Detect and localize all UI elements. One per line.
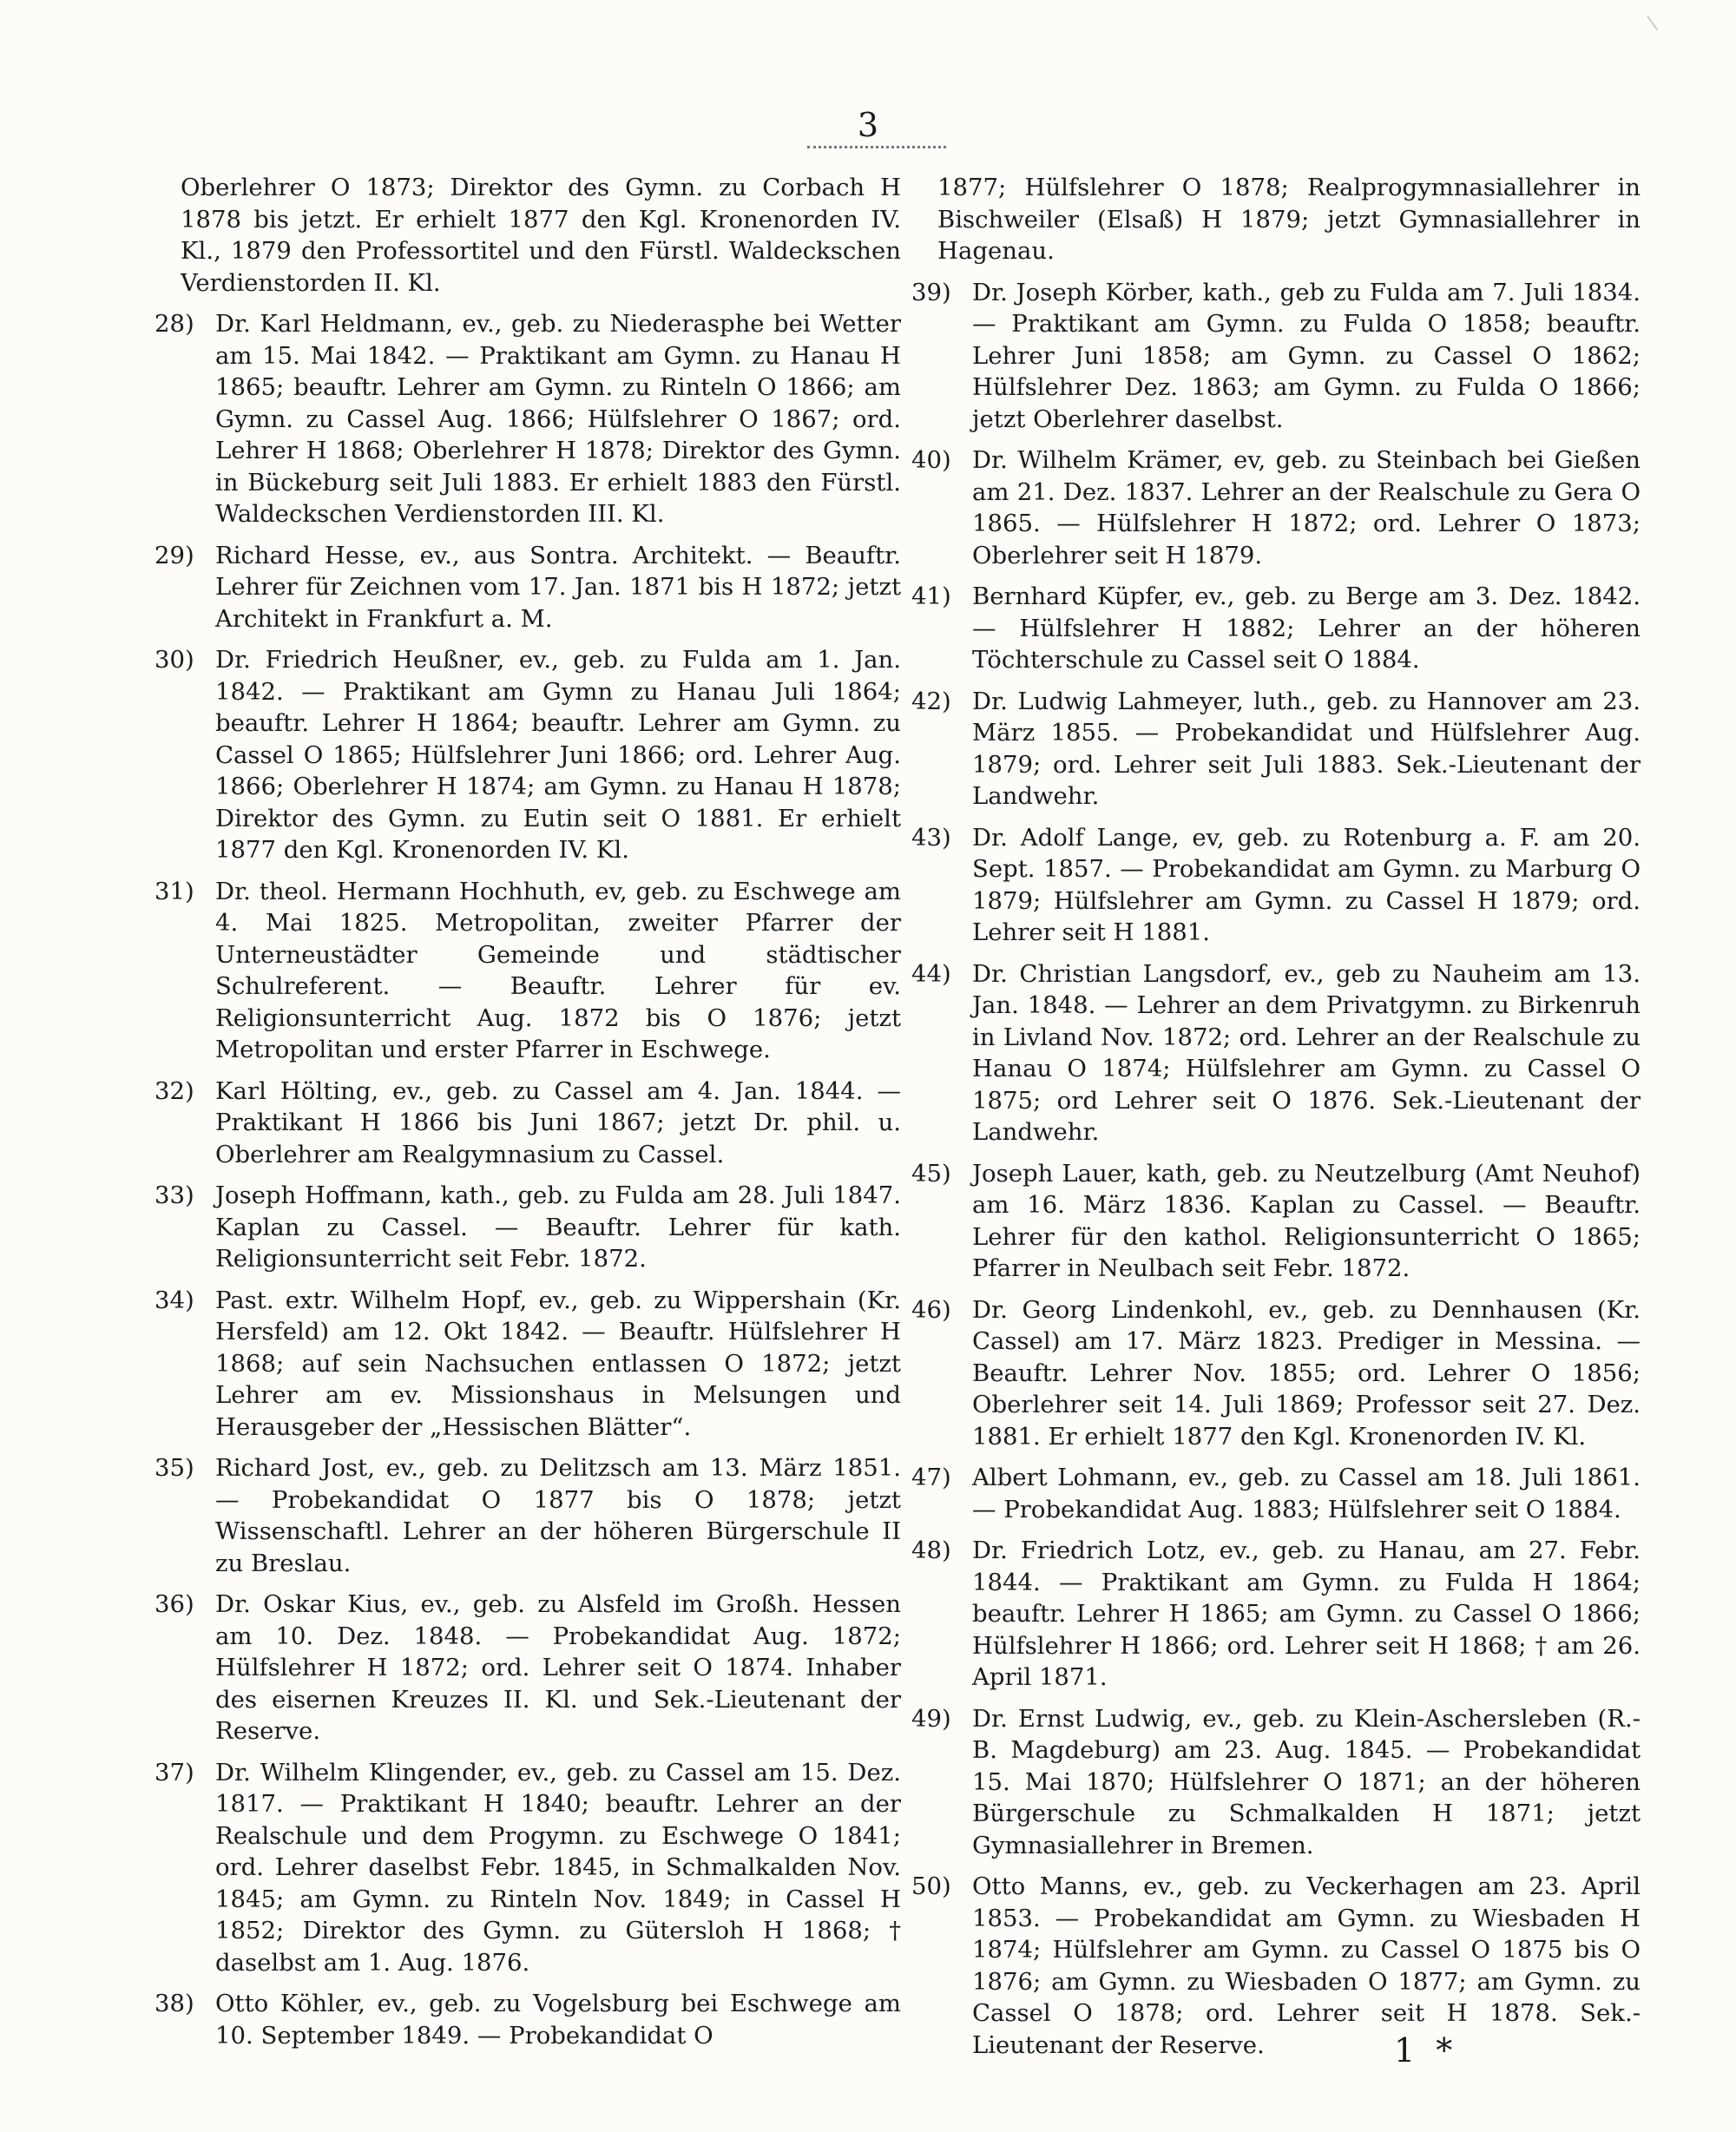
biography-entry xyxy=(911,822,1641,949)
entry-text: Richard Jost, ev., geb. zu Delitzsch am 13. März 1851. — Probekandidat O 1877 bis O 1878; jetzt Wissenschaftl. Lehrer an der höheren Bürgerschule II zu Breslau. xyxy=(215,1454,901,1577)
entry-number: 40) xyxy=(911,446,951,474)
entry-number: 34) xyxy=(155,1286,194,1314)
biography-entry xyxy=(911,1871,1641,2061)
biography-entry xyxy=(155,172,901,299)
entry-number: 39) xyxy=(911,278,951,306)
biography-entry xyxy=(911,277,1641,436)
biography-entry xyxy=(911,1462,1641,1525)
page-number-ornament xyxy=(807,146,946,155)
biography-entry xyxy=(155,1452,901,1579)
biography-entry xyxy=(155,1180,901,1275)
entry-number: 29) xyxy=(155,541,194,569)
entry-text: Joseph Hoffmann, kath., geb. zu Fulda am 28. Juli 1847. Kaplan zu Cassel. — Beauftr. Lehrer für kath. Religionsunterricht seit Febr. 1872. xyxy=(215,1181,901,1273)
entry-number: 43) xyxy=(911,823,951,852)
entry-text: Dr. Wilhelm Krämer, ev, geb. zu Steinbach bei Gießen am 21. Dez. 1837. Lehrer an der Realschule zu Gera O 1865. — Hülfslehrer H 1872; ord. Lehrer O 1873; Oberlehrer seit H 1879. xyxy=(972,446,1641,569)
biography-entry xyxy=(911,1535,1641,1694)
entry-number: 49) xyxy=(911,1704,951,1733)
entry-number: 31) xyxy=(155,877,194,905)
entry-text: Otto Manns, ev., geb. zu Veckerhagen am 23. April 1853. — Probekandidat am Gymn. zu Wiesbaden H 1874; Hülfslehrer am Gymn. zu Cassel O 1875 bis O 1876; am Gymn. zu Wiesbaden O 1877; am Gymn. zu Cassel O 1878; ord. Lehrer seit H 1878. Sek.-Lieutenant der Reserve. xyxy=(972,1872,1641,2059)
entry-number: 44) xyxy=(911,959,951,988)
entry-text: Dr. Friedrich Heußner, ev., geb. zu Fulda am 1. Jan. 1842. — Praktikant am Gymn zu Hanau Juli 1864; beauftr. Lehrer H 1864; beauftr. Lehrer am Gymn. zu Cassel O 1865; Hülfslehrer Juni 1866; ord. Lehrer Aug. 1866; Oberlehrer H 1874; am Gymn. zu Hanau H 1878; Direktor des Gymn. zu Eutin seit O 1881. Er erhielt 1877 den Kgl. Kronenorden IV. Kl. xyxy=(215,646,901,864)
page-number: 3 xyxy=(857,106,879,144)
biography-entry xyxy=(155,644,901,866)
biography-entry xyxy=(911,172,1641,267)
entry-number: 36) xyxy=(155,1590,194,1618)
entry-text: Oberlehrer O 1873; Direktor des Gymn. zu Corbach H 1878 bis jetzt. Er erhielt 1877 den Kgl. Kronenorden IV. Kl., 1879 den Professortitel und den Fürstl. Waldeckschen Verdienstorden II. Kl. xyxy=(181,174,901,297)
entry-text: Past. extr. Wilhelm Hopf, ev., geb. zu Wippershain (Kr. Hersfeld) am 12. Okt 1842. — Beauftr. Hülfslehrer H 1868; auf sein Nachsuchen entlassen O 1872; jetzt Lehrer am ev. Missionshaus in Melsungen und Herausgeber der „Hessischen Blätter“. xyxy=(215,1286,901,1441)
biography-entry xyxy=(911,958,1641,1148)
biography-entry xyxy=(911,1294,1641,1453)
biography-entry xyxy=(911,444,1641,571)
entry-text: Dr. Friedrich Lotz, ev., geb. zu Hanau, am 27. Febr. 1844. — Praktikant am Gymn. zu Fulda H 1864; beauftr. Lehrer H 1865; am Gymn. zu Cassel O 1866; Hülfslehrer H 1866; ord. Lehrer seit H 1868; † am 26. April 1871. xyxy=(972,1536,1641,1691)
entry-number: 28) xyxy=(155,310,194,338)
entry-text: Dr. Joseph Körber, kath., geb zu Fulda am 7. Juli 1834. — Praktikant am Gymn. zu Fulda O 1858; beauftr. Lehrer Juni 1858; am Gymn. zu Cassel O 1862; Hülfslehrer Dez. 1863; am Gymn. zu Fulda O 1866; jetzt Oberlehrer daselbst. xyxy=(972,278,1641,433)
entry-text: Dr. Oskar Kius, ev., geb. zu Alsfeld im Großh. Hessen am 10. Dez. 1848. — Probekandidat Aug. 1872; Hülfslehrer H 1872; ord. Lehrer seit O 1874. Inhaber des eisernen Kreuzes II. Kl. und Sek.-Lieutenant der Reserve. xyxy=(215,1590,901,1745)
entry-text: Albert Lohmann, ev., geb. zu Cassel am 18. Juli 1861. — Probekandidat Aug. 1883; Hülfslehrer seit O 1884. xyxy=(972,1464,1641,1523)
biography-entry xyxy=(155,308,901,530)
biography-entry xyxy=(911,581,1641,676)
entry-text: 1877; Hülfslehrer O 1878; Realprogymnasiallehrer in Bischweiler (Elsaß) H 1879; jetzt Gymnasiallehrer in Hagenau. xyxy=(937,174,1641,265)
entry-number: 50) xyxy=(911,1872,951,1900)
entry-number: 32) xyxy=(155,1076,194,1105)
biography-entry xyxy=(155,876,901,1066)
entry-text: Dr. Wilhelm Klingender, ev., geb. zu Cassel am 15. Dez. 1817. — Praktikant H 1840; beauftr. Lehrer an der Realschule und dem Progymn. zu Eschwege O 1841; ord. Lehrer daselbst Febr. 1845, in Schmalkalden Nov. 1845; am Gymn. zu Rinteln Nov. 1849; in Cassel H 1852; Direktor des Gymn. zu Gütersloh H 1868; † daselbst am 1. Aug. 1876. xyxy=(215,1758,901,1977)
biography-entry xyxy=(911,1703,1641,1862)
entry-text: Joseph Lauer, kath, geb. zu Neutzelburg (Amt Neuhof) am 16. März 1836. Kaplan zu Cassel. — Beauftr. Lehrer für den kathol. Religionsunterricht O 1865; Pfarrer in Neulbach seit Febr. 1872. xyxy=(972,1159,1641,1282)
entry-number: 37) xyxy=(155,1758,194,1787)
entry-number: 35) xyxy=(155,1454,194,1482)
entry-number: 42) xyxy=(911,687,951,715)
entry-text: Dr. theol. Hermann Hochhuth, ev, geb. zu Eschwege am 4. Mai 1825. Metropolitan, zweiter Pfarrer der Unterneustädter Gemeinde und städtischer Schulreferent. — Beauftr. Lehrer für ev. Religionsunterricht Aug. 1872 bis O 1876; jetzt Metropolitan und erster Pfarrer in Eschwege. xyxy=(215,877,901,1063)
biography-entry xyxy=(155,540,901,635)
biography-entry xyxy=(155,1988,901,2051)
entry-number: 48) xyxy=(911,1536,951,1564)
entry-text: Dr. Karl Heldmann, ev., geb. zu Niederasphe bei Wetter am 15. Mai 1842. — Praktikant am Gymn. zu Hanau H 1865; beauftr. Lehrer am Gymn. zu Rinteln O 1866; am Gymn. zu Cassel Aug. 1866; Hülfslehrer O 1867; ord. Lehrer H 1868; Oberlehrer H 1878; Direktor des Gymn. in Bückeburg seit Juli 1883. Er erhielt 1883 den Fürstl. Waldeckschen Verdienstorden III. Kl. xyxy=(215,310,901,528)
entry-text: Dr. Adolf Lange, ev, geb. zu Rotenburg a. F. am 20. Sept. 1857. — Probekandidat am Gymn. zu Marburg O 1879; Hülfslehrer am Gymn. zu Cassel H 1879; ord. Lehrer seit H 1881. xyxy=(972,823,1641,946)
entry-text: Dr. Ernst Ludwig, ev., geb. zu Klein-Aschersleben (R.-B. Magdeburg) am 23. Aug. 1845. — Probekandidat 15. Mai 1870; Hülfslehrer O 1871; an der höheren Bürgerschule zu Schmalkalden H 1871; jetzt Gymnasiallehrer in Bremen. xyxy=(972,1704,1641,1859)
entry-text: Dr. Ludwig Lahmeyer, luth., geb. zu Hannover am 23. März 1855. — Probekandidat und Hülfslehrer Aug. 1879; ord. Lehrer seit Juli 1883. Sek.-Lieutenant der Landwehr. xyxy=(972,687,1641,810)
biography-entry xyxy=(155,1589,901,1747)
left-column xyxy=(155,172,901,2061)
entry-number: 47) xyxy=(911,1464,951,1491)
biography-entry xyxy=(155,1757,901,1979)
entry-text: Karl Hölting, ev., geb. zu Cassel am 4. Jan. 1844. — Praktikant H 1866 bis Juni 1867; jetzt Dr. phil. u. Oberlehrer am Realgymnasium zu Cassel. xyxy=(215,1076,901,1168)
biography-entry xyxy=(155,1076,901,1171)
entry-number: 41) xyxy=(911,582,951,610)
entry-number: 46) xyxy=(911,1295,951,1324)
biography-entry xyxy=(911,686,1641,813)
signature-mark: 1 * xyxy=(1394,2031,1458,2069)
entry-number: 38) xyxy=(155,1990,194,2017)
entry-number: 45) xyxy=(911,1159,951,1188)
entry-text: Bernhard Küpfer, ev., geb. zu Berge am 3. Dez. 1842. — Hülfslehrer H 1882; Lehrer an der höheren Töchterschule zu Cassel seit O 1884. xyxy=(972,582,1641,674)
entry-text: Otto Köhler, ev., geb. zu Vogelsburg bei Eschwege am 10. September 1849. — Probekandidat O xyxy=(215,1990,901,2050)
entry-number: 33) xyxy=(155,1181,194,1209)
biography-entry xyxy=(155,1285,901,1444)
entry-number: 30) xyxy=(155,646,194,674)
biography-entry xyxy=(911,1158,1641,1285)
right-column xyxy=(911,172,1641,2070)
entry-text: Dr. Christian Langsdorf, ev., geb zu Nauheim am 13. Jan. 1848. — Lehrer an dem Privatgymn. zu Birkenruh in Livland Nov. 1872; ord. Lehrer an der Realschule zu Hanau O 1874; Hülfslehrer am Gymn. zu Cassel O 1875; ord Lehrer seit O 1876. Sek.-Lieutenant der Landwehr. xyxy=(972,959,1641,1146)
page-corner-mark xyxy=(1647,1,1680,31)
entry-text: Dr. Georg Lindenkohl, ev., geb. zu Dennhausen (Kr. Cassel) am 17. März 1823. Prediger in Messina. — Beauftr. Lehrer Nov. 1855; ord. Lehrer O 1856; Oberlehrer seit 14. Juli 1869; Professor seit 27. Dez. 1881. Er erhielt 1877 den Kgl. Kronenorden IV. Kl. xyxy=(972,1295,1641,1451)
entry-text: Richard Hesse, ev., aus Sontra. Architekt. — Beauftr. Lehrer für Zeichnen vom 17. Jan. 1871 bis H 1872; jetzt Architekt in Frankfurt a. M. xyxy=(215,541,901,633)
